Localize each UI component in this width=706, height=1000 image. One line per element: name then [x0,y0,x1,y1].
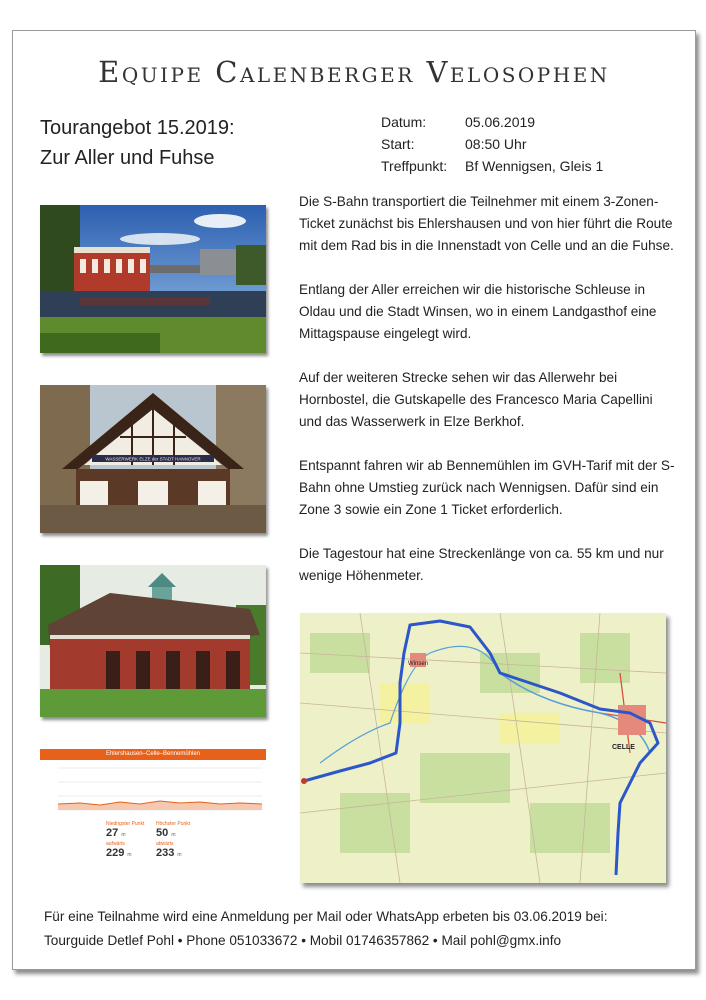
paragraph: Die S-Bahn transportiert die Teilnehmer mit einem 3-Zonen-Ticket zunächst bis Ehlershausen und von hier führt die Route mit dem Rad bis in die Innenstadt von Celle und an die Fuhse. [299,194,674,253]
detail-label: Start: [381,136,415,152]
tour-heading [40,113,235,173]
waterworks-sign: WASSERWERK ELZE der STADT HANNOVER [105,456,201,462]
tour-details [381,111,603,177]
stat-lowest-value: 27 m [106,827,126,839]
detail-value: 05.06.2019 [465,114,536,130]
detail-row-start [381,133,603,155]
stat-highest-value: 50 m [156,827,176,839]
photo-lock-oldau [40,205,266,353]
flyer-sheet [12,30,696,970]
stat-ascent-value: 229 m [106,847,132,859]
paragraph: Die Tagestour hat eine Streckenlänge von ca. 55 km und nur wenige Höhenmeter. [299,546,664,583]
stat-lowest-label: Niedrigster Punkt [106,821,145,827]
elevation-profile [40,749,266,869]
map-label-celle: CELLE [612,744,635,751]
photo-chapel-capellini [40,565,266,717]
stat-descent-value: 233 m [156,847,182,859]
stat-descent-label: abwärts [156,841,174,847]
detail-row-meeting-point [381,155,603,177]
detail-row-date [381,111,603,133]
stat-highest-label: Höchster Punkt [156,821,191,827]
detail-label: Datum: [381,114,427,130]
tour-description [299,191,677,609]
footer-contact [44,905,607,953]
photo-waterworks-elze [40,385,266,533]
detail-value: Bf Wennigsen, Gleis 1 [465,158,604,174]
club-title: Equipe Calenberger Velosophen [98,55,610,89]
registration-note: Für eine Teilnahme wird eine Anmeldung per Mail oder WhatsApp erbeten bis 03.06.2019 bei: [44,909,608,924]
stat-ascent-label: aufwärts [106,841,125,847]
tour-number: Tourangebot 15.2019: [40,117,235,139]
detail-value: 08:50 Uhr [465,136,527,152]
contact-line: Tourguide Detlef Pohl • Phone 051033672 • Mobil 01746357862 • Mail pohl@gmx.info [44,933,562,948]
route-map [300,613,666,883]
map-label-winsen: Winsen [408,661,429,667]
paragraph: Auf der weiteren Strecke sehen wir das Allerwehr bei Hornbostel, die Gutskapelle des Francesco Maria Capellini und das Wasserwerk in Elze Berkhof. [299,370,653,429]
detail-label: Treffpunkt: [381,158,448,174]
tour-name: Zur Aller und Fuhse [40,147,215,169]
paragraph: Entspannt fahren wir ab Bennemühlen im GVH-Tarif mit der S-Bahn ohne Umstieg zurück nach Wennigsen. Dafür sind ein Zone 3 sowie ein Zone 1 Ticket erforderlich. [299,458,675,517]
paragraph: Entlang der Aller erreichen wir die historische Schleuse in Oldau und die Stadt Winsen, wo in einem Landgasthof eine Mittagspause eingelegt wird. [299,282,657,341]
elevation-title: Ehlershausen–Celle–Bennemühlen [40,749,266,760]
